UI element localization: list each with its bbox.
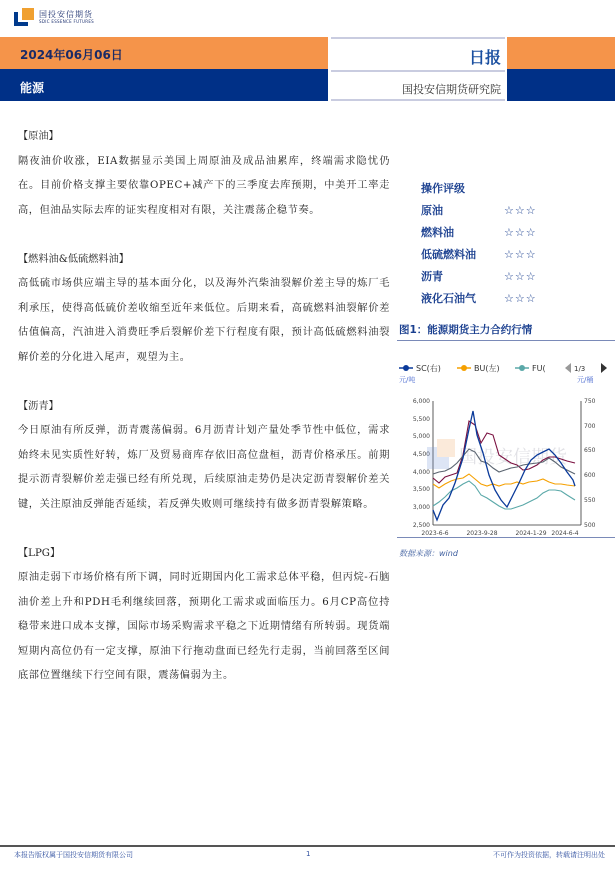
watermark-logo xyxy=(427,439,568,469)
commentary-column xyxy=(18,125,390,689)
star-icon: ☆☆☆ xyxy=(504,270,537,283)
svg-text:5,000: 5,000 xyxy=(412,433,430,440)
report-type: 日报 xyxy=(468,48,501,67)
divider xyxy=(331,37,505,39)
energy-futures-chart xyxy=(397,355,615,537)
star-icon: ☆☆☆ xyxy=(504,204,537,217)
unit-left: 元/吨 xyxy=(399,376,416,384)
section-fuel-oil xyxy=(18,248,390,371)
section-title: 【LPG】 xyxy=(18,547,61,559)
section-asphalt xyxy=(18,395,390,518)
star-icon: ☆☆☆ xyxy=(504,292,537,305)
legend-next-icon[interactable] xyxy=(601,363,607,373)
institute-name: 国投安信期货研究院 xyxy=(402,83,501,96)
footer-copyright: 本报告版权属于国投安信期货有限公司 xyxy=(14,851,133,859)
divider xyxy=(331,99,505,101)
rating-title: 操作评级 xyxy=(421,182,465,195)
section-title: 【原油】 xyxy=(18,131,59,142)
section-lpg xyxy=(18,542,390,689)
rating-name: 低硫燃料油 xyxy=(421,248,476,261)
rating-name: 原油 xyxy=(421,204,443,217)
rating-row xyxy=(421,288,537,310)
chart-legend[interactable] xyxy=(399,363,607,373)
legend-page: 1/3 xyxy=(574,365,586,373)
svg-text:4,500: 4,500 xyxy=(412,451,430,458)
svg-text:500: 500 xyxy=(584,522,596,529)
logo-mark-icon xyxy=(14,8,34,26)
svg-text:5,500: 5,500 xyxy=(412,416,430,423)
unit-right: 元/桶 xyxy=(577,376,594,384)
figure-divider xyxy=(397,537,615,538)
svg-text:550: 550 xyxy=(584,497,596,504)
svg-text:3,500: 3,500 xyxy=(412,486,430,493)
report-sector: 能源 xyxy=(20,81,45,95)
svg-text:700: 700 xyxy=(584,423,596,430)
header-orange-bar-right xyxy=(507,37,615,69)
rating-name: 沥青 xyxy=(421,270,443,283)
figure-divider xyxy=(397,340,615,341)
rating-row xyxy=(421,222,537,244)
logo-name-en: SDIC ESSENCE FUTURES xyxy=(39,18,95,24)
svg-text:4,000: 4,000 xyxy=(412,469,430,476)
section-body: 原油走弱下市场价格有所下调，同时近期国内化工需求总体平稳，但丙烷-石脑油价差上升和PDH毛利继续回落，预期化工需求或面临压力。6月CP高位持稳带来进口成本支撑，国际市场采购需求平稳之下近期情绪有所转弱。现货端短期内高位仍有一定支撑，原油下行拖动盘面已经先行走弱，当前回落至区间底部位置继续下行空间有限，震荡偏弱为主。 xyxy=(18,572,390,681)
star-icon: ☆☆☆ xyxy=(504,248,537,261)
svg-text:650: 650 xyxy=(584,447,596,454)
svg-text:6,000: 6,000 xyxy=(412,398,430,405)
section-body: 高低硫市场供应端主导的基本面分化，以及海外汽柴油裂解价差主导的炼厂毛利承压，使得高低硫价差收缩至近年来低位。后期来看，高硫燃料油裂解价差估值偏高，汽油进入消费旺季后裂解价差下行程度有限，预计高低硫燃料油裂解价差的分化进入尾声，观望为主。 xyxy=(18,278,390,363)
svg-text:600: 600 xyxy=(584,472,596,479)
header-blue-bar xyxy=(0,69,328,101)
section-title: 【燃料油&低硫燃料油】 xyxy=(18,253,129,265)
page-number: 1 xyxy=(306,850,311,858)
section-body: 今日原油有所反弹，沥青震荡偏弱。6月沥青计划产量处季节性中低位，需求始终未见实质性好转，炼厂及贸易商库存依旧高位盘桓，沥青价格承压。前期提示沥青裂解价差走强已经有所兑现，后续原油走势仍是决定沥青裂解价差关键，关注原油反弹能否延续，若反弹失败则可继续持有做多沥青裂解策略。 xyxy=(18,425,390,510)
legend-sc[interactable]: SC(右) xyxy=(416,364,441,373)
section-body: 隔夜油价收涨，EIA数据显示美国上周原油及成品油累库，终端需求隐忧仍在。目前价格支撑主要依靠OPEC+减产下的三季度去库预期，中美开工率走高，但油品实际去库的证实程度相对有限，关注震荡企稳节奏。 xyxy=(18,155,390,216)
rating-table xyxy=(421,178,537,310)
header-blue-bar-right xyxy=(507,69,615,101)
section-title: 【沥青】 xyxy=(18,400,59,412)
rating-row xyxy=(421,200,537,222)
rating-name: 燃料油 xyxy=(421,226,454,239)
legend-fu: FU( xyxy=(532,364,546,373)
legend-prev-icon[interactable] xyxy=(565,363,571,373)
report-date: 2024年06月06日 xyxy=(20,48,123,62)
footer-disclaimer: 不可作为投资依据，转载请注明出处 xyxy=(493,851,605,859)
star-icon: ☆☆☆ xyxy=(504,226,537,239)
logo-name-cn: 国投安信期货 xyxy=(39,9,93,19)
svg-text:国投安信期货: 国投安信期货 xyxy=(459,447,567,468)
svg-text:2024-6-4: 2024-6-4 xyxy=(551,530,579,537)
data-source: 数据来源：wind xyxy=(399,549,458,558)
rating-name: 液化石油气 xyxy=(421,292,476,305)
report-title-box xyxy=(331,37,505,101)
rating-row xyxy=(421,266,537,288)
divider xyxy=(331,70,505,72)
svg-text:2023-9-28: 2023-9-28 xyxy=(466,530,498,537)
svg-text:2023-6-6: 2023-6-6 xyxy=(421,530,449,537)
rating-row xyxy=(421,244,537,266)
figure-title: 图1：能源期货主力合约行情 xyxy=(399,324,533,336)
svg-text:750: 750 xyxy=(584,398,596,405)
legend-bu[interactable]: BU(左) xyxy=(474,364,500,373)
footer-divider xyxy=(0,845,615,847)
company-logo xyxy=(14,8,94,26)
svg-text:2,500: 2,500 xyxy=(412,522,430,529)
svg-text:2024-1-29: 2024-1-29 xyxy=(515,530,547,537)
svg-text:3,000: 3,000 xyxy=(412,504,430,511)
section-crude-oil xyxy=(18,125,390,223)
